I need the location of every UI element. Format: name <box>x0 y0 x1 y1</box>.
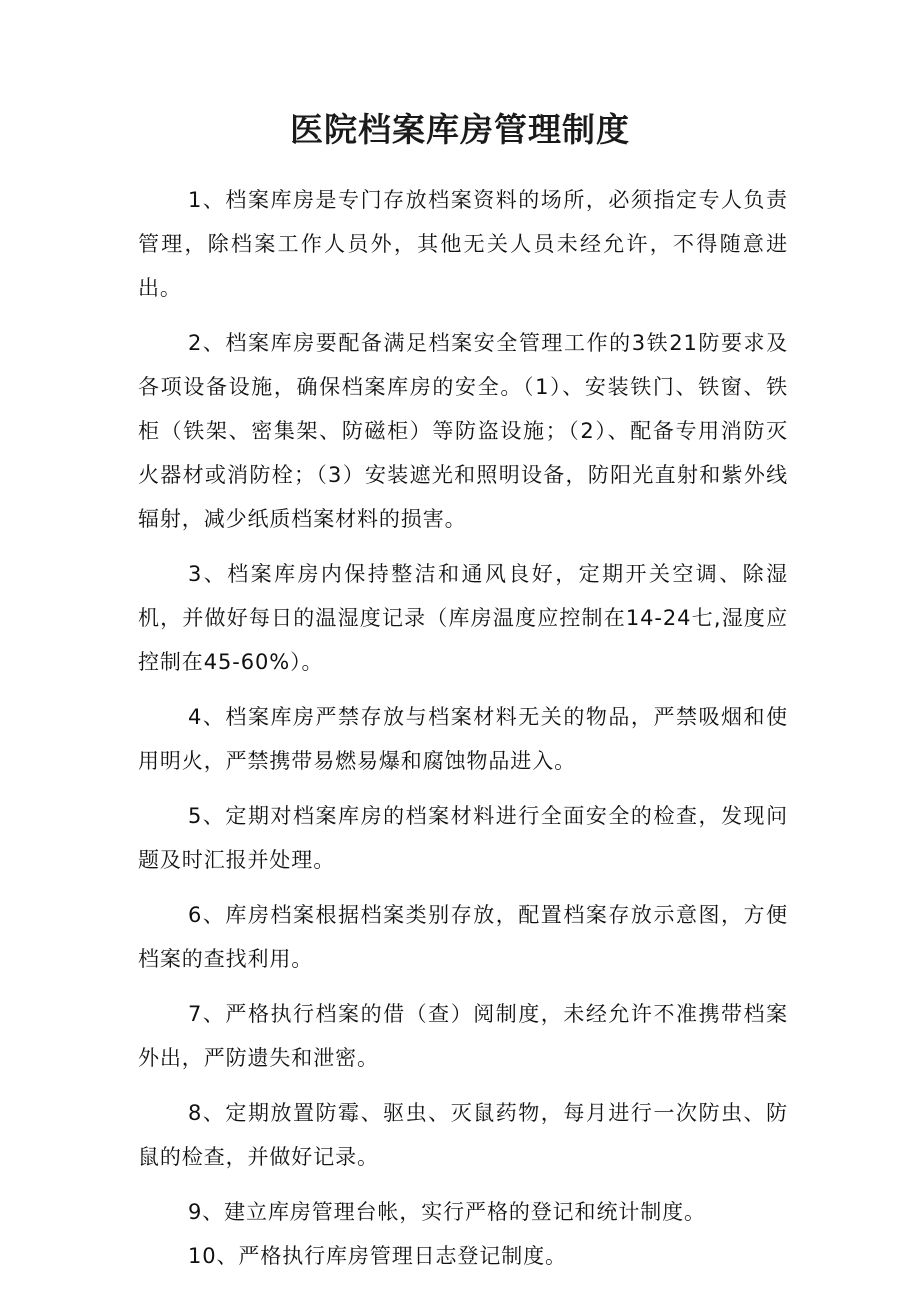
rule-paragraph-4: 4、档案库房严禁存放与档案材料无关的物品，严禁吸烟和使用明火，严禁携带易燃易爆和腐蚀物品进入。 <box>138 705 788 773</box>
rule-paragraph-5: 5、定期对档案库房的档案材料进行全面安全的检查，发现问题及时汇报并处理。 <box>138 804 788 872</box>
document-body <box>138 178 788 1278</box>
rule-paragraph-10: 10、严格执行库房管理日志登记制度。 <box>188 1244 567 1268</box>
rule-paragraph-3: 3、档案库房内保持整洁和通风良好，定期开关空调、除湿机，并做好每日的温湿度记录（库房温度应控制在14-24七,湿度应控制在45-60%）。 <box>138 562 788 674</box>
rule-paragraph-2: 2、档案库房要配备满足档案安全管理工作的3铁21防要求及各项设备设施，确保档案库房的安全。（1）、安装铁门、铁窗、铁柜（铁架、密集架、防磁柜）等防盗设施；（2）、配备专用消防灭火器材或消防栓；（3）安装遮光和照明设备，防阳光直射和紫外线辐射，减少纸质档案材料的损害。 <box>138 331 788 531</box>
rule-paragraph-7: 7、严格执行档案的借（查）阅制度，未经允许不准携带档案外出，严防遗失和泄密。 <box>138 1002 788 1070</box>
rule-paragraph-8: 8、定期放置防霉、驱虫、灭鼠药物，每月进行一次防虫、防鼠的检查，并做好记录。 <box>138 1101 788 1169</box>
document-title: 医院档案库房管理制度 <box>290 110 630 149</box>
rule-paragraph-1: 1、档案库房是专门存放档案资料的场所，必须指定专人负责管理，除档案工作人员外，其他无关人员未经允许，不得随意进出。 <box>138 188 788 300</box>
rule-paragraph-9: 9、建立库房管理台帐，实行严格的登记和统计制度。 <box>188 1200 706 1224</box>
rule-paragraph-6: 6、库房档案根据档案类别存放，配置档案存放示意图，方便档案的查找利用。 <box>138 903 788 971</box>
